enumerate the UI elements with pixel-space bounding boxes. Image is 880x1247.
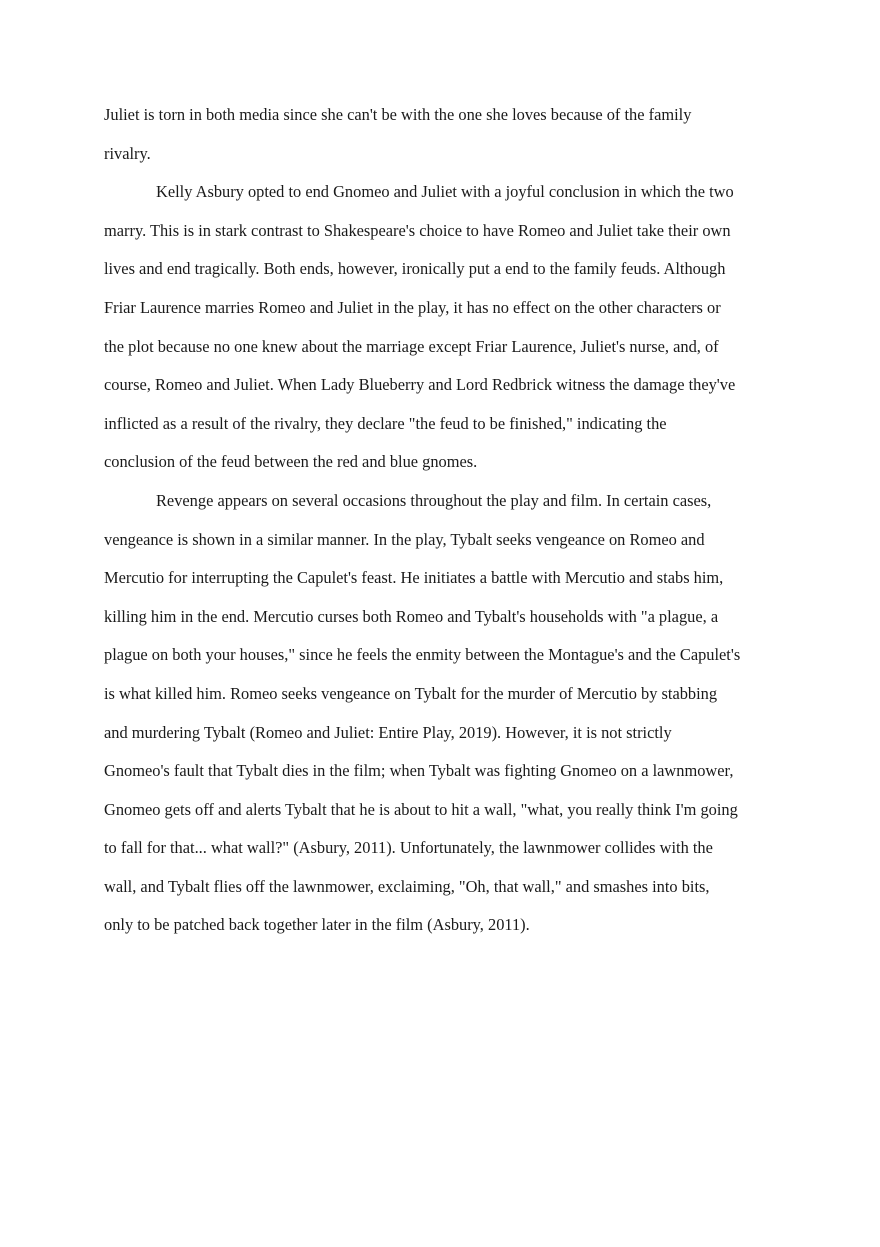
paragraph-2	[104, 173, 780, 482]
body-text	[104, 96, 780, 945]
paragraph-3	[104, 482, 780, 945]
text-line: lives and end tragically. Both ends, however, ironically put a end to the family feuds. Although	[104, 259, 726, 279]
text-line: only to be patched back together later in the film (Asbury, 2011).	[104, 915, 530, 935]
text-line: Mercutio for interrupting the Capulet's feast. He initiates a battle with Mercutio and stabs him,	[104, 568, 724, 588]
text-line: the plot because no one knew about the marriage except Friar Laurence, Juliet's nurse, and, of	[104, 336, 719, 356]
text-line: is what killed him. Romeo seeks vengeance on Tybalt for the murder of Mercutio by stabbing	[104, 683, 718, 703]
text-line: killing him in the end. Mercutio curses both Romeo and Tybalt's households with "a plague, a	[104, 606, 719, 626]
text-line: inflicted as a result of the rivalry, they declare "the feud to be finished," indicating the	[104, 413, 667, 433]
text-line: marry. This is in stark contrast to Shakespeare's choice to have Romeo and Juliet take their own	[104, 220, 731, 240]
text-line: Gnomeo's fault that Tybalt dies in the film; when Tybalt was fighting Gnomeo on a lawnmower,	[104, 761, 734, 781]
text-line: Gnomeo gets off and alerts Tybalt that he is about to hit a wall, "what, you really think I'm going	[104, 799, 738, 819]
text-line: conclusion of the feud between the red and blue gnomes.	[104, 452, 478, 472]
paragraph-1	[104, 96, 780, 173]
text-line: Kelly Asbury opted to end Gnomeo and Juliet with a joyful conclusion in which the two	[156, 182, 734, 202]
text-line: and murdering Tybalt (Romeo and Juliet: Entire Play, 2019). However, it is not strictly	[104, 722, 672, 742]
text-line: course, Romeo and Juliet. When Lady Blueberry and Lord Redbrick witness the damage they've	[104, 375, 736, 395]
text-line: Revenge appears on several occasions throughout the play and film. In certain cases,	[156, 490, 712, 510]
text-line: wall, and Tybalt flies off the lawnmower, exclaiming, "Oh, that wall," and smashes into bits,	[104, 876, 710, 896]
text-line: Juliet is torn in both media since she can't be with the one she loves because of the family	[104, 105, 692, 124]
text-line: vengeance is shown in a similar manner. In the play, Tybalt seeks vengeance on Romeo and	[104, 529, 705, 549]
text-line: plague on both your houses," since he feels the enmity between the Montague's and the Capulet's	[104, 645, 741, 665]
text-line: Friar Laurence marries Romeo and Juliet in the play, it has no effect on the other characters or	[104, 297, 721, 317]
text-line: rivalry.	[104, 143, 151, 163]
text-line: to fall for that... what wall?" (Asbury, 2011). Unfortunately, the lawnmower collides with the	[104, 838, 713, 858]
